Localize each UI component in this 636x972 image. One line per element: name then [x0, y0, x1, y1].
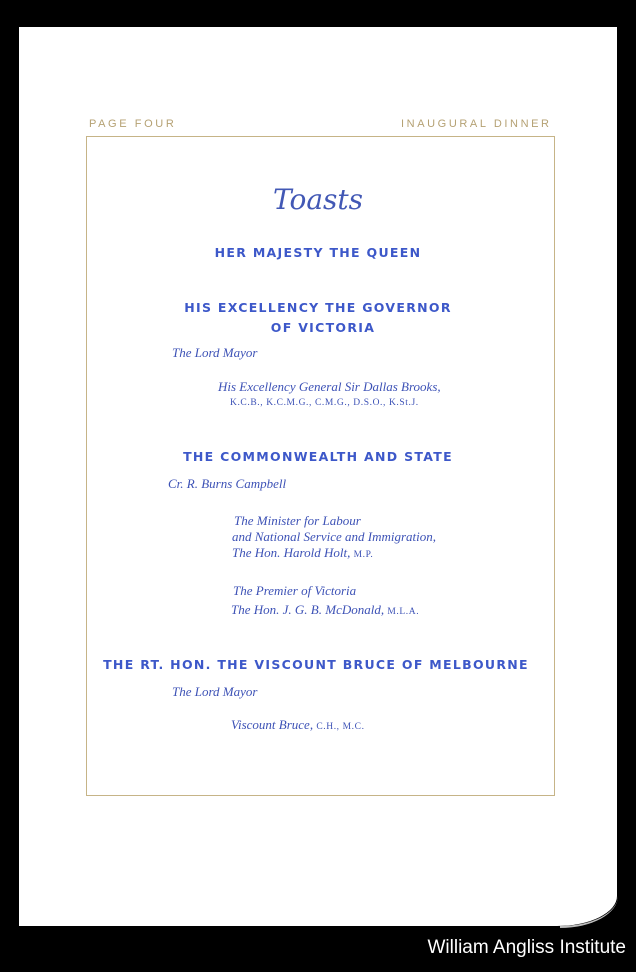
responder-minister-line2: and National Service and Immigration, — [232, 529, 437, 544]
responder-premier-line1: The Premier of Victoria — [233, 583, 357, 598]
toast-queen: HER MAJESTY THE QUEEN — [214, 245, 422, 260]
page-curl — [560, 890, 618, 928]
page-title: Toasts — [272, 183, 364, 216]
toast-viscount-bruce: THE RT. HON. THE VISCOUNT BRUCE OF MELBOURNE — [103, 657, 529, 672]
responder-premier-line2: The Hon. J. G. B. McDonald, M.L.A. — [231, 602, 420, 617]
institute-credit: William Angliss Institute — [427, 937, 626, 958]
responder-minister-line3: The Hon. Harold Holt, M.P. — [232, 545, 374, 560]
toast-commonwealth: THE COMMONWEALTH AND STATE — [183, 449, 453, 464]
proposer-lord-mayor: The Lord Mayor — [172, 345, 258, 360]
responder-viscount-bruce: Viscount Bruce, C.H., M.C. — [231, 717, 365, 732]
toast-governor-line1: HIS EXCELLENCY THE GOVERNOR — [184, 300, 452, 315]
responder-minister-line1: The Minister for Labour — [234, 513, 361, 528]
responder-governor: His Excellency General Sir Dallas Brooks, — [218, 379, 441, 394]
page-number-header: PAGE FOUR — [89, 118, 177, 130]
proposer-lord-mayor-2: The Lord Mayor — [172, 684, 258, 699]
responder-governor-honours: K.C.B., K.C.M.G., C.M.G., D.S.O., K.St.J. — [230, 398, 419, 408]
toast-governor-line2: OF VICTORIA — [270, 320, 376, 335]
proposer-campbell: Cr. R. Burns Campbell — [168, 476, 287, 491]
event-title-header: INAUGURAL DINNER — [401, 118, 552, 130]
